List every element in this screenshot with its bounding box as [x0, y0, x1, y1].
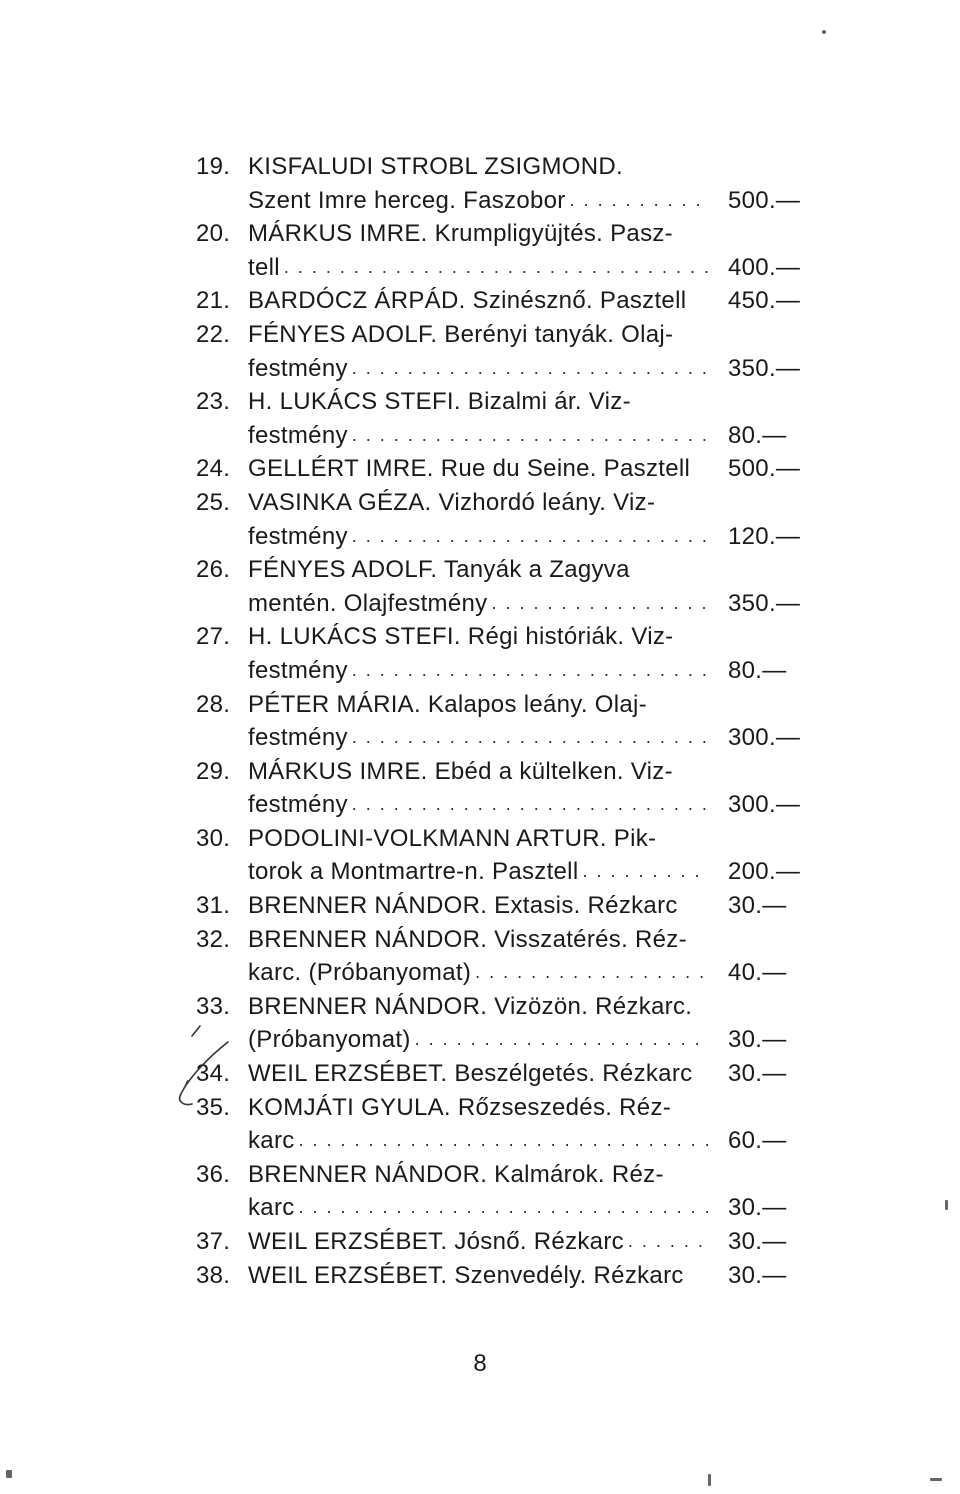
dot-leader	[295, 1124, 708, 1158]
entry-text: MÁRKUS IMRE. Ebéd a kültelken. Viz-	[248, 757, 673, 785]
entry-description	[248, 1191, 708, 1225]
catalog-list	[196, 150, 816, 1292]
entry-text: H. LUKÁCS STEFI. Bizalmi ár. Viz-	[248, 388, 631, 416]
catalog-line	[196, 721, 816, 755]
entry-text: BARDÓCZ ÁRPÁD. Szinésznő. Pasztell	[248, 287, 687, 315]
entry-description	[248, 923, 708, 957]
entry-description	[248, 956, 708, 990]
catalog-line	[196, 452, 816, 486]
entry-text: MÁRKUS IMRE. Krumpligyüjtés. Pasz-	[248, 220, 673, 248]
entry-text: H. LUKÁCS STEFI. Régi históriák. Viz-	[248, 623, 674, 651]
entry-price: 30.—	[728, 1261, 787, 1289]
entry-description	[248, 822, 708, 856]
dot-leader	[471, 956, 708, 990]
entry-text: KISFALUDI STROBL ZSIGMOND.	[248, 153, 623, 180]
entry-text: WEIL ERZSÉBET. Beszélgetés. Rézkarc	[248, 1060, 693, 1088]
paper-speck	[930, 1478, 942, 1481]
entry-text: mentén. Olajfestmény	[248, 589, 488, 617]
catalog-line	[196, 990, 816, 1024]
entry-description	[248, 217, 708, 251]
entry-number: 19.	[196, 153, 231, 180]
entry-price: 60.—	[728, 1127, 787, 1155]
entry-number: 37.	[196, 1228, 231, 1255]
entry-description	[248, 419, 708, 453]
catalog-line	[196, 150, 816, 184]
entry-text: GELLÉRT IMRE. Rue du Seine. Pasztell	[248, 455, 691, 483]
catalog-line	[196, 889, 816, 923]
catalog-line	[196, 587, 816, 621]
entry-text: festmény	[248, 656, 348, 684]
dot-leader	[348, 788, 708, 822]
catalog-line	[196, 956, 816, 990]
entry-price: 350.—	[728, 589, 801, 617]
entry-number: 20.	[196, 220, 231, 248]
dot-leader	[348, 721, 708, 755]
catalog-line	[196, 822, 816, 856]
entry-text: BRENNER NÁNDOR. Kalmárok. Réz-	[248, 1160, 664, 1188]
entry-text: festmény	[248, 791, 348, 819]
catalog-line	[196, 1124, 816, 1158]
entry-description	[248, 1158, 708, 1192]
paper-speck	[6, 1470, 12, 1478]
catalog-line	[196, 251, 816, 285]
entry-text: Szent Imre herceg. Faszobor	[248, 186, 566, 214]
entry-number: 33.	[196, 992, 231, 1020]
catalog-line	[196, 1057, 816, 1091]
dot-leader	[578, 855, 708, 889]
entry-description	[248, 318, 708, 352]
entry-number: 23.	[196, 388, 231, 416]
dot-leader	[280, 251, 708, 285]
paper-speck	[708, 1474, 711, 1486]
catalog-line	[196, 1225, 816, 1259]
entry-price: 450.—	[728, 287, 801, 315]
catalog-line	[196, 385, 816, 419]
entry-price: 30.—	[728, 1228, 787, 1255]
entry-text: WEIL ERZSÉBET. Jósnő. Rézkarc	[248, 1228, 624, 1255]
entry-number: 29.	[196, 757, 231, 785]
entry-text: festmény	[248, 522, 348, 550]
entry-description	[248, 553, 708, 587]
catalog-line	[196, 1158, 816, 1192]
catalog-line	[196, 654, 816, 688]
catalog-line	[196, 788, 816, 822]
entry-number: 31.	[196, 892, 231, 920]
catalog-line	[196, 419, 816, 453]
entry-description	[248, 587, 708, 621]
entry-number: 34.	[196, 1060, 231, 1088]
entry-price: 30.—	[728, 1194, 787, 1222]
entry-description	[248, 150, 708, 184]
entry-description	[248, 385, 708, 419]
entry-price: 500.—	[728, 186, 801, 214]
paper-speck	[822, 30, 826, 34]
entry-number: 28.	[196, 690, 231, 718]
entry-price: 40.—	[728, 959, 787, 987]
entry-number: 35.	[196, 1093, 231, 1121]
entry-number: 36.	[196, 1160, 231, 1188]
entry-number: 21.	[196, 287, 231, 315]
entry-number: 27.	[196, 623, 231, 651]
entry-price: 30.—	[728, 1026, 787, 1054]
entry-price: 30.—	[728, 892, 787, 920]
entry-price: 300.—	[728, 724, 801, 752]
catalog-line	[196, 620, 816, 654]
page-number: 8	[473, 1350, 487, 1377]
entry-text: BRENNER NÁNDOR. Extasis. Rézkarc	[248, 892, 678, 920]
entry-text: FÉNYES ADOLF. Tanyák a Zagyva	[248, 556, 630, 584]
entry-description	[248, 788, 708, 822]
entry-description	[248, 1023, 708, 1057]
dot-leader	[348, 352, 708, 386]
dot-leader	[348, 654, 708, 688]
entry-text: (Próbanyomat)	[248, 1026, 411, 1054]
entry-text: VASINKA GÉZA. Vizhordó leány. Viz-	[248, 488, 656, 516]
entry-description	[248, 688, 708, 722]
entry-price: 30.—	[728, 1060, 787, 1088]
entry-price: 350.—	[728, 354, 801, 382]
catalog-line	[196, 284, 816, 318]
entry-description	[248, 1091, 708, 1125]
entry-text: torok a Montmartre-n. Pasztell	[248, 858, 579, 886]
entry-description	[248, 251, 708, 285]
entry-description	[248, 721, 708, 755]
catalog-line	[196, 755, 816, 789]
entry-description	[248, 990, 708, 1024]
entry-description	[248, 1057, 708, 1091]
entry-description	[248, 1259, 708, 1293]
entry-text: WEIL ERZSÉBET. Szenvedély. Rézkarc	[248, 1261, 684, 1289]
dot-leader	[624, 1225, 708, 1259]
catalog-line	[196, 318, 816, 352]
entry-description	[248, 889, 708, 923]
entry-text: FÉNYES ADOLF. Berényi tanyák. Olaj-	[248, 320, 674, 348]
entry-description	[248, 620, 708, 654]
dot-leader	[566, 184, 708, 218]
entry-description	[248, 654, 708, 688]
entry-number: 22.	[196, 320, 231, 348]
catalog-line	[196, 1259, 816, 1293]
entry-description	[248, 184, 708, 218]
dot-leader	[348, 520, 708, 554]
dot-leader	[411, 1023, 708, 1057]
entry-price: 300.—	[728, 791, 801, 819]
entry-number: 25.	[196, 488, 231, 516]
entry-price: 120.—	[728, 522, 801, 550]
entry-description	[248, 755, 708, 789]
entry-text: karc. (Próbanyomat)	[248, 959, 472, 987]
catalog-line	[196, 1091, 816, 1125]
entry-description	[248, 1124, 708, 1158]
entry-description	[248, 520, 708, 554]
entry-text: PODOLINI-VOLKMANN ARTUR. Pik-	[248, 824, 657, 852]
entry-text: BRENNER NÁNDOR. Visszatérés. Réz-	[248, 925, 687, 953]
catalog-line	[196, 486, 816, 520]
entry-number: 32.	[196, 925, 231, 953]
dot-leader	[487, 587, 708, 621]
entry-text: KOMJÁTI GYULA. Rőzseszedés. Réz-	[248, 1093, 672, 1121]
paper-speck	[945, 1200, 948, 1210]
entry-text: tell	[248, 253, 280, 281]
catalog-line	[196, 923, 816, 957]
catalog-line	[196, 553, 816, 587]
entry-description	[248, 452, 708, 486]
catalog-line	[196, 217, 816, 251]
entry-number: 38.	[196, 1261, 231, 1289]
entry-number: 26.	[196, 556, 231, 584]
entry-text: BRENNER NÁNDOR. Vizözön. Rézkarc.	[248, 992, 693, 1020]
entry-number: 24.	[196, 455, 231, 483]
entry-text: karc	[248, 1127, 295, 1155]
entry-price: 200.—	[728, 858, 801, 886]
handwritten-pencil-mark	[170, 1022, 250, 1112]
entry-price: 500.—	[728, 455, 801, 483]
entry-price: 400.—	[728, 253, 801, 281]
catalog-line	[196, 352, 816, 386]
catalog-line	[196, 184, 816, 218]
entry-description	[248, 284, 708, 318]
entry-number: 30.	[196, 824, 231, 852]
dot-leader	[348, 419, 708, 453]
entry-description	[248, 855, 708, 889]
dot-leader	[295, 1191, 708, 1225]
catalog-line	[196, 520, 816, 554]
entry-description	[248, 352, 708, 386]
catalog-line	[196, 1023, 816, 1057]
entry-price: 80.—	[728, 656, 787, 684]
entry-text: festmény	[248, 421, 348, 449]
catalog-line	[196, 1191, 816, 1225]
entry-text: festmény	[248, 724, 348, 752]
entry-text: festmény	[248, 354, 348, 382]
entry-description	[248, 1225, 708, 1259]
entry-text: PÉTER MÁRIA. Kalapos leány. Olaj-	[248, 690, 647, 718]
entry-price: 80.—	[728, 421, 787, 449]
entry-text: karc	[248, 1194, 295, 1222]
catalog-line	[196, 855, 816, 889]
entry-description	[248, 486, 708, 520]
catalog-line	[196, 688, 816, 722]
